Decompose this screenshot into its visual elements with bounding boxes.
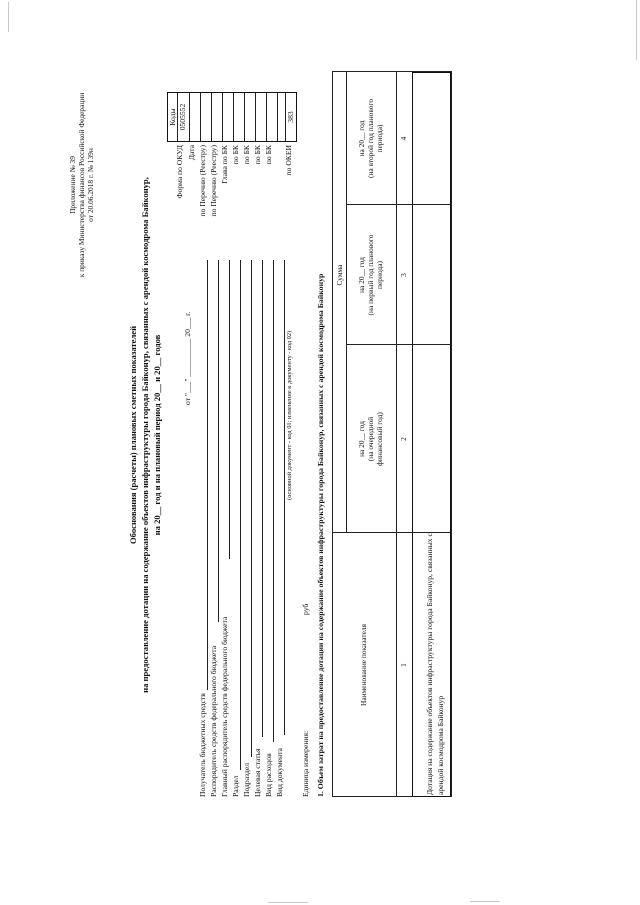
label-registry-2: по Перечню (Реестру) [209, 145, 218, 217]
field-unit-value: руб [301, 603, 310, 615]
label-bk-1: по БК [231, 145, 240, 165]
doc-type-caption: (основной документ - код 01; изменение к документу - код 02) [286, 330, 293, 500]
okei-code: 383 [285, 93, 295, 141]
header-year-1-line-2: (на очередной [366, 416, 375, 462]
table-bottom-border [451, 72, 452, 797]
appendix-date: от 20.06.2018 г. № 139н [86, 148, 95, 222]
label-okud: Форма по ОКУД [175, 145, 184, 199]
title-line-1: Обоснования (расчеты) плановых сметных показателей [128, 325, 138, 545]
appendix-reference [68, 60, 95, 310]
document-title [127, 115, 163, 755]
header-year-3-line-3: периода) [375, 124, 384, 153]
appendix-number: Приложение № 39 [68, 156, 77, 214]
header-year-3-line-2: (на второй год планового [366, 98, 375, 179]
column-number-4: 4 [399, 136, 408, 141]
underline-chief-manager [229, 260, 230, 559]
section-1-title: 1. Объем затрат на предоставление дотации на содержание объектов инфраструктуры города Байконур, связанных с арендой космодрома Байконур [316, 273, 325, 797]
header-year-2 [357, 205, 384, 345]
row-subsidy-text-2: арендой космодрома Байконур [436, 695, 445, 795]
underline-doc-type [284, 260, 285, 735]
underline-target-item [262, 260, 263, 737]
table-top-border [332, 72, 333, 797]
header-bottom-border [396, 72, 397, 797]
label-date: Дата [187, 145, 196, 161]
header-sum-divider [346, 72, 347, 533]
appendix-order: к приказу Министерства финансов Российской Федерации [77, 92, 86, 278]
field-chief-manager: Главный распорядитель средств федерального бюджета [220, 616, 229, 797]
field-doc-type: Вид документа [275, 748, 284, 797]
column-number-1: 1 [399, 663, 408, 667]
label-registry-1: по Перечню (Реестру) [198, 145, 207, 217]
field-manager: Распорядитель средств федерального бюджета [209, 645, 218, 797]
field-target-item: Целевая статья [253, 748, 262, 797]
field-recipient: Получатель бюджетных средств [198, 693, 207, 797]
label-head-bk: Глава по БК [220, 145, 229, 184]
label-bk-3: по БК [253, 145, 262, 165]
underline-manager [218, 260, 219, 622]
label-bk-2: по БК [242, 145, 251, 165]
header-year-2-line-2: (на первый год планового [366, 234, 375, 316]
date-line: от "___" __________ 20___ г. [183, 311, 192, 405]
okud-code: 0505552 [177, 93, 187, 141]
codes-table [167, 92, 297, 142]
header-year-1-line-3: финансовый год) [375, 412, 384, 466]
underline-section [240, 260, 241, 770]
underline-subsection [251, 260, 252, 757]
header-indicator-name: Наименование показателя [359, 624, 368, 706]
header-year-3 [357, 72, 384, 205]
header-year-2-line-3: периода) [375, 261, 384, 289]
row-subsidy-text-1: Дотация на содержание объектов инфраструктуры города Байконур, связанных с [425, 533, 434, 795]
field-subsection: Подраздел [242, 763, 251, 797]
header-year-1 [357, 345, 384, 533]
header-year-3-line-1: на 20__ год [357, 120, 366, 157]
header-year-1-line-1: на 20__ год [357, 421, 366, 457]
column-number-3: 3 [399, 273, 408, 277]
underline-expense-type [273, 260, 274, 742]
label-okei: по ОКЕИ [284, 145, 293, 176]
field-expense-type: Вид расходов [264, 753, 273, 797]
column-number-2: 2 [399, 437, 408, 441]
field-unit: Единица измерения: [301, 730, 310, 797]
codes-header: Коды [168, 108, 177, 126]
header-year-2-line-1: на 20__ год [357, 257, 366, 293]
header-sum: Сумма [335, 264, 344, 286]
field-section: Раздел [231, 775, 240, 797]
title-line-2: на предоставление дотации на содержание объектов инфраструктуры города Байконур, связанных с арендой космодрома Байконур, [140, 177, 150, 693]
underline-recipient [207, 260, 208, 690]
title-line-3: на 20__ год и на плановый период 20__ и 20__ годов [152, 334, 162, 536]
label-bk-4: по БК [264, 145, 273, 165]
